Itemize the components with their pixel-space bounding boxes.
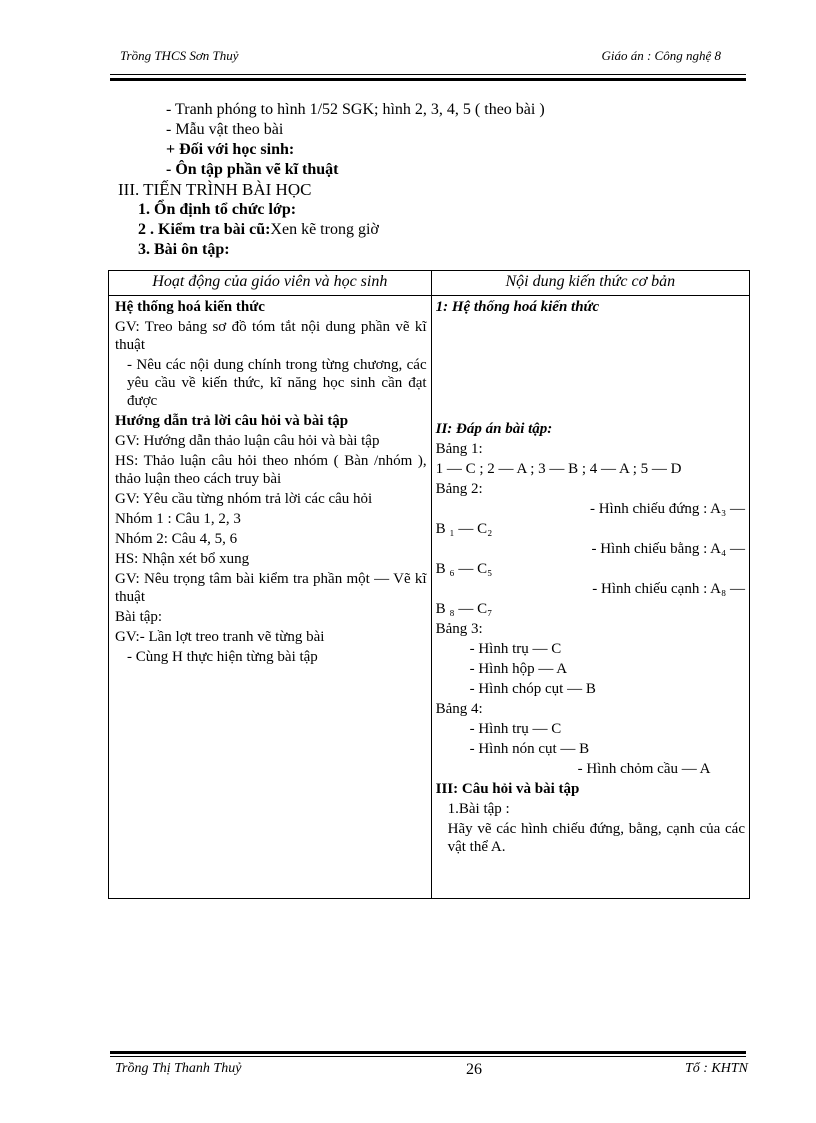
header-right-cell: Nội dung kiến thức cơ bản — [431, 271, 749, 296]
header-left: Trồng THCS Sơn Thuỷ — [120, 48, 239, 63]
right-heading-1: 1: Hệ thống hoá kiến thức — [435, 299, 600, 315]
left-heading-2: Hướng dẫn trả lời câu hỏi và bài tập — [115, 413, 349, 429]
intro-line-4: - Ôn tập phần vẽ kĩ thuật — [166, 161, 339, 178]
step-2 — [118, 220, 748, 240]
left-para-9: GV: Nêu trọng tâm bài kiểm tra phần một — Vẽ kĩ thuật — [115, 571, 427, 605]
left-para-2: - Nêu các nội dung chính trong từng chương, các yêu cầu về kiến thức, kĩ năng học sinh cần đạt được — [127, 357, 427, 409]
bang-4-label: Bảng 4: — [435, 701, 483, 717]
bang-4-line-1: - Hình trụ — C — [469, 721, 562, 737]
header-rule-thin — [110, 74, 746, 75]
lesson-table — [108, 270, 750, 899]
intro-section — [118, 100, 748, 260]
bang-2-line-3: - Hình chiếu cạnh : A₈ — — [592, 581, 745, 597]
left-para-8: HS: Nhận xét bổ xung — [115, 551, 250, 567]
left-para-10: Bài tập: — [115, 609, 163, 625]
left-para-3: GV: Hướng dẫn thảo luận câu hỏi và bài tập — [115, 433, 380, 449]
header-left-cell: Hoạt động của giáo viên và học sinh — [109, 271, 432, 296]
footer-rule-thin — [110, 1056, 746, 1057]
left-heading-1: Hệ thống hoá kiến thức — [115, 299, 265, 315]
left-para-11: GV:- Lần lợt treo tranh vẽ từng bài — [115, 629, 325, 645]
bang-1-label: Bảng 1: — [435, 441, 483, 457]
exercise-label: 1.Bài tập : — [447, 801, 510, 817]
bang-4-line-3: - Hình chỏm cầu — A — [577, 761, 711, 777]
bang-2-line-2: - Hình chiếu bằng : A₄ — — [591, 541, 745, 557]
footer-right: Tổ : KHTN — [684, 1061, 748, 1076]
left-para-12: - Cùng H thực hiện từng bài tập — [127, 649, 318, 665]
footer-left: Trồng Thị Thanh Thuỷ — [115, 1061, 242, 1076]
table-body-row — [109, 296, 750, 899]
left-para-1: GV: Treo bảng sơ đồ tóm tắt nội dung phần vẽ kĩ thuật — [115, 319, 427, 353]
bang-2-line-1b: B ₁ — C₂ — [435, 521, 493, 537]
bang-3-line-1: - Hình trụ — C — [469, 641, 562, 657]
step-2-text: Xen kẽ trong giờ — [270, 221, 379, 238]
bang-3-label: Bảng 3: — [435, 621, 483, 637]
step-1: 1. Ổn định tổ chức lớp: — [138, 201, 297, 218]
left-para-7: Nhóm 2: Câu 4, 5, 6 — [115, 531, 238, 547]
intro-line-3: + Đối với học sinh: — [166, 141, 295, 158]
step-2-label: 2 . Kiểm tra bài cũ: — [138, 221, 271, 238]
step-3: 3. Bài ôn tập: — [138, 241, 230, 258]
activities-cell — [109, 296, 432, 899]
left-para-4: HS: Thảo luận câu hỏi theo nhóm ( Bàn /nhóm ), thảo luận theo cách truy bài — [115, 453, 427, 487]
page-number: 26 — [466, 1061, 482, 1078]
bang-3-line-3: - Hình chóp cụt — B — [469, 681, 596, 697]
footer-rule-thick — [110, 1051, 746, 1054]
bang-2-line-3b: B ₈ — C₇ — [435, 601, 493, 617]
table-header-row — [109, 271, 750, 296]
section-heading: III. TIẾN TRÌNH BÀI HỌC — [118, 180, 312, 199]
spacer — [436, 318, 745, 420]
exercise-text: Hãy vẽ các hình chiếu đứng, bằng, cạnh của các vật thể A. — [447, 821, 745, 855]
bang-2-line-1: - Hình chiếu đứng : A₃ — — [589, 501, 745, 517]
header-right: Giáo án : Công nghệ 8 — [601, 48, 721, 63]
bang-1-answers: 1 — C ; 2 — A ; 3 — B ; 4 — A ; 5 — D — [435, 461, 682, 477]
intro-line-2: - Mẫu vật theo bài — [166, 121, 284, 138]
intro-line-1: - Tranh phóng to hình 1/52 SGK; hình 2, 3, 4, 5 ( theo bài ) — [166, 101, 545, 118]
bang-2-label: Bảng 2: — [435, 481, 483, 497]
content-cell — [431, 296, 749, 899]
left-para-5: GV: Yêu cầu từng nhóm trả lời các câu hỏi — [115, 491, 373, 507]
right-heading-3: III: Câu hỏi và bài tập — [435, 781, 580, 797]
header-rule-thick — [110, 78, 746, 81]
bang-4-line-2: - Hình nón cụt — B — [469, 741, 590, 757]
bang-3-line-2: - Hình hộp — A — [469, 661, 568, 677]
right-heading-2: II: Đáp án bài tập: — [435, 421, 553, 437]
bang-2-line-2b: B ₆ — C₅ — [435, 561, 493, 577]
left-para-6: Nhóm 1 : Câu 1, 2, 3 — [115, 511, 241, 527]
